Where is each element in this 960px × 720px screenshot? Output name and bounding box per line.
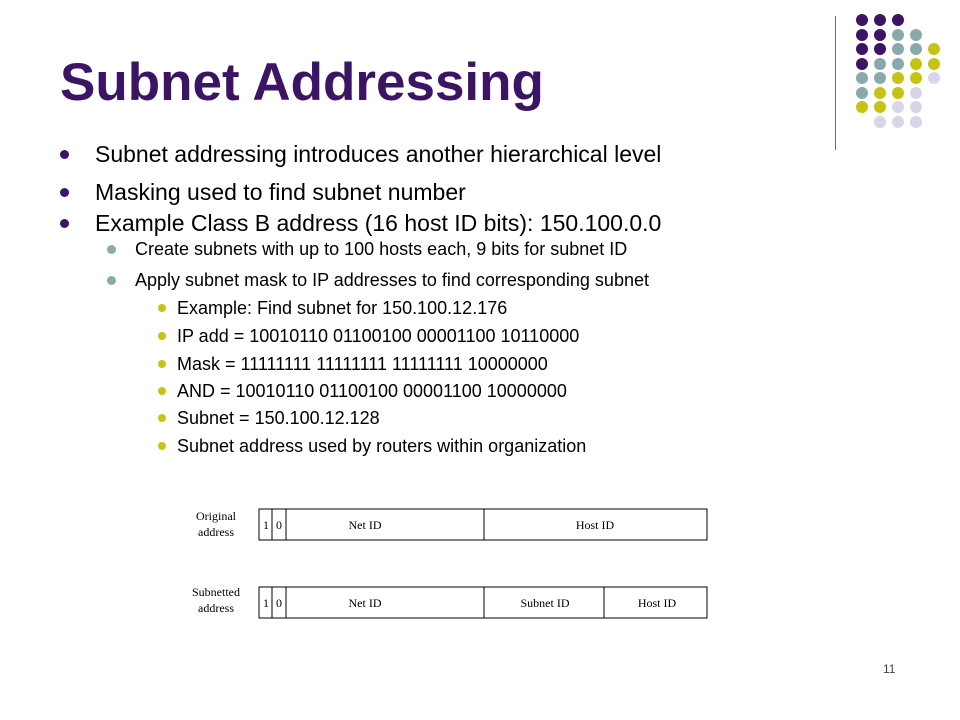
decorative-dot <box>892 29 904 41</box>
subnetted-subnet-id: Subnet ID <box>520 596 570 610</box>
decorative-dot <box>874 87 886 99</box>
decorative-dot <box>910 29 922 41</box>
decorative-dot <box>874 72 886 84</box>
original-bit-1: 1 <box>263 518 269 532</box>
decorative-dot <box>892 116 904 128</box>
decorative-dot <box>928 58 940 70</box>
decorative-dot <box>928 72 940 84</box>
decorative-dot <box>910 72 922 84</box>
original-label-line1: Original <box>196 509 236 523</box>
original-address-box <box>259 509 707 540</box>
decorative-dot <box>874 29 886 41</box>
original-net-id: Net ID <box>348 518 382 532</box>
decorative-dot <box>910 101 922 113</box>
bullet-class-b-example: Example Class B address (16 host ID bits): 150.100.0.0 <box>95 210 662 236</box>
original-bit-0: 0 <box>276 518 282 532</box>
detail-router-usage: Subnet address used by routers within organization <box>177 436 587 456</box>
detail-subnet: Subnet = 150.100.12.128 <box>177 408 380 428</box>
original-host-id: Host ID <box>575 518 615 532</box>
decorative-dot <box>856 29 868 41</box>
decorative-dot <box>856 87 868 99</box>
address-format-diagram <box>180 500 720 635</box>
decorative-dot <box>874 101 886 113</box>
decorative-dot <box>892 43 904 55</box>
decorative-dot <box>856 14 868 26</box>
decorative-dot <box>856 101 868 113</box>
subnetted-label-line2: address <box>198 601 234 615</box>
subnetted-host-id: Host ID <box>637 596 677 610</box>
sub-bullet-create-subnets: Create subnets with up to 100 hosts each, 9 bits for subnet ID <box>135 239 628 259</box>
bullet-masking: Masking used to find subnet number <box>95 179 466 205</box>
subnetted-bit-1: 1 <box>263 596 269 610</box>
detail-and: AND = 10010110 01100100 00001100 10000000 <box>177 381 567 401</box>
decorative-dot <box>910 58 922 70</box>
page-number: 11 <box>883 662 896 676</box>
decorative-dot <box>856 72 868 84</box>
decorative-dot <box>928 43 940 55</box>
subnetted-net-id: Net ID <box>348 596 382 610</box>
subnetted-label-line1: Subnetted <box>192 585 240 599</box>
decorative-dot <box>874 58 886 70</box>
decorative-dot <box>910 87 922 99</box>
decorative-dot <box>892 14 904 26</box>
decorative-dot <box>892 58 904 70</box>
decorative-dot <box>874 43 886 55</box>
subnetted-bit-0: 0 <box>276 596 282 610</box>
slide-title: Subnet Addressing <box>60 53 544 112</box>
decorative-dot <box>910 43 922 55</box>
detail-mask: Mask = 11111111 11111111 11111111 10000000 <box>177 354 548 374</box>
decorative-dot <box>892 101 904 113</box>
bullet-subnet-hierarchy: Subnet addressing introduces another hierarchical level <box>95 141 662 167</box>
decorative-dot <box>892 87 904 99</box>
decorative-dot <box>874 14 886 26</box>
decorative-dot <box>856 58 868 70</box>
detail-ip-address: IP add = 10010110 01100100 00001100 10110000 <box>177 326 580 346</box>
decorative-dot <box>910 116 922 128</box>
original-label-line2: address <box>198 525 234 539</box>
detail-example: Example: Find subnet for 150.100.12.176 <box>177 298 508 318</box>
decorative-dot <box>874 116 886 128</box>
decorative-dot <box>892 72 904 84</box>
decorative-dot <box>856 43 868 55</box>
decorative-divider-line <box>835 16 836 150</box>
sub-bullet-apply-mask: Apply subnet mask to IP addresses to find corresponding subnet <box>135 270 649 290</box>
